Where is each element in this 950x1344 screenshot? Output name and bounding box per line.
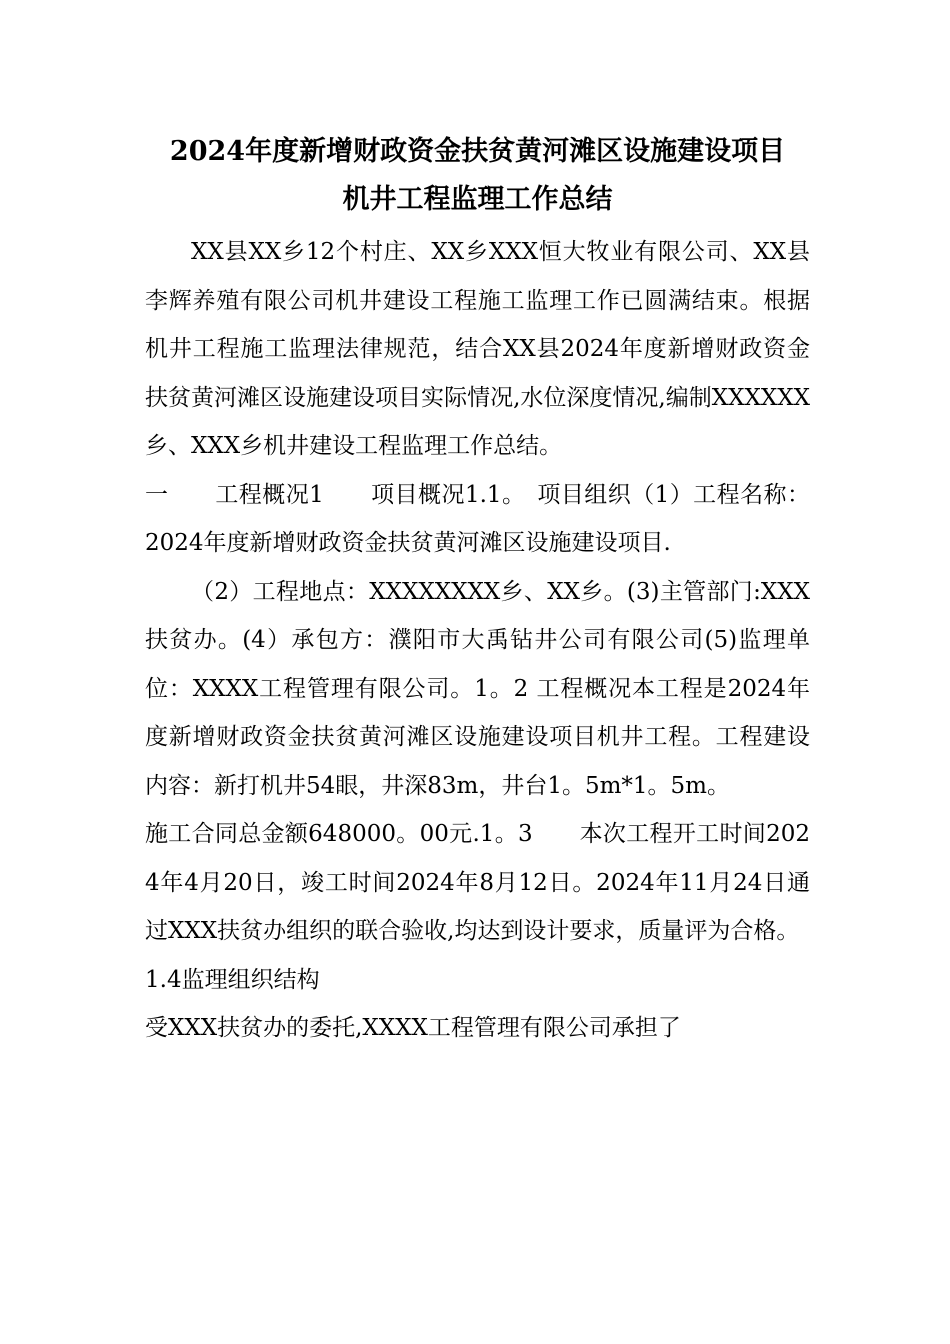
- paragraph-intro: XX县XX乡12个村庄、XX乡XXX恒大牧业有限公司、XX县李辉养殖有限公司机井建设工程施工监理工作已圆满结束。根据机井工程施工监理法律规范，结合XX县2024年度新增财政资金扶贫黄河滩区设施建设项目实际情况,水位深度情况,编制XXXXXX乡、XXX乡机井建设工程监理工作总结。: [145, 239, 810, 459]
- paragraph-project-details: （2）工程地点：XXXXXXXX乡、XX乡。(3)主管部门:XXX扶贫办。(4）承包方：濮阳市大禹钻井公司有限公司(5)监理单位：XXXX工程管理有限公司。1。2 工程概况本工程是2024年度新增财政资金扶贫黄河滩区设施建设项目机井工程。工程建设内容：新打机井54眼，井深83m，井台1。5m*1。5m。: [145, 578, 810, 799]
- title-line-1: 2024年度新增财政资金扶贫黄河滩区设施建设项目: [169, 136, 786, 167]
- paragraph-contract-schedule: 施工合同总金额648000。00元.1。3 本次工程开工时间2024年4月20日，竣工时间2024年8月12日。2024年11月24日通过XXX扶贫办组织的联合验收,均达到设计要求，质量评为合格。: [145, 821, 810, 944]
- paragraph-supervision-entrust: 受XXX扶贫办的委托,XXXX工程管理有限公司承担了: [145, 1015, 681, 1041]
- paragraph-project-overview: 一 工程概况1 项目概况1.1。 项目组织（1）工程名称：2024年度新增财政资金扶贫黄河滩区设施建设项目.: [145, 481, 810, 556]
- document-body: [145, 228, 810, 1053]
- section-heading-supervision-structure: 1.4监理组织结构: [145, 966, 320, 993]
- document-title: [145, 128, 810, 224]
- title-line-2: 机井工程监理工作总结: [342, 184, 613, 215]
